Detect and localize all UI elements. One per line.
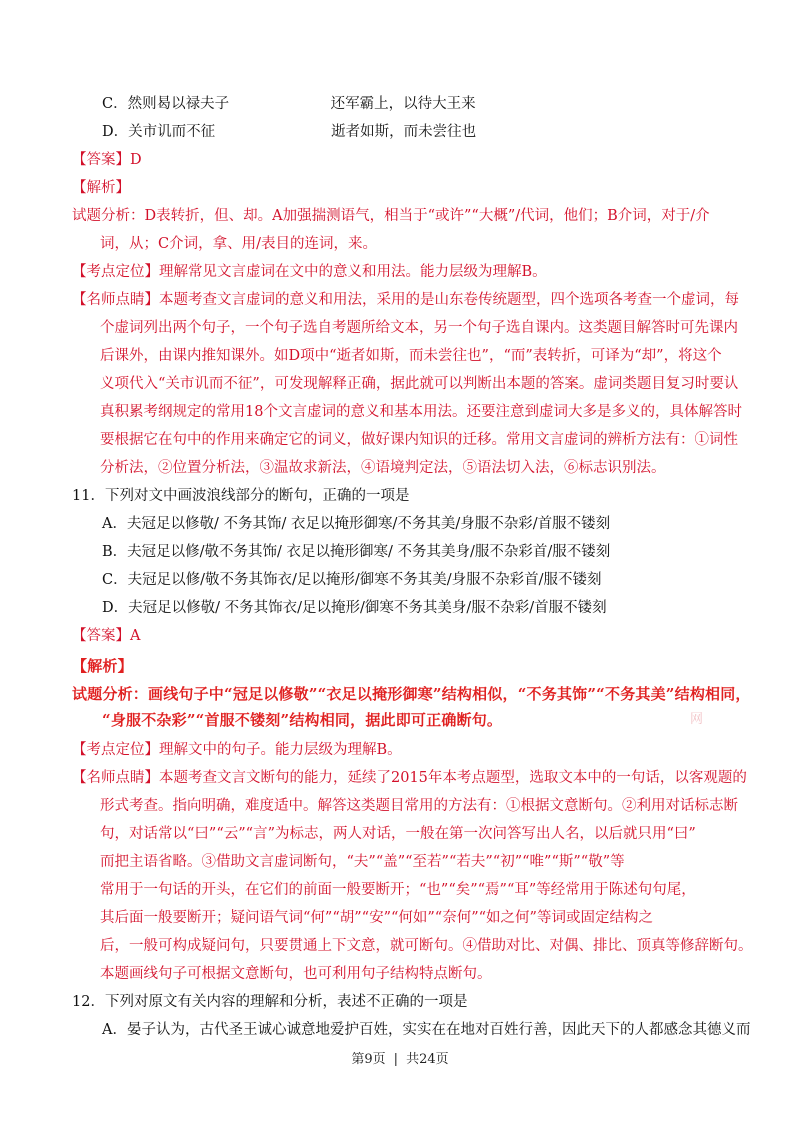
text-line: 常用于一句话的开头，在它们的前面一般要断开；“也”“矣”“焉”“耳”等经常用于陈述句句尾， — [100, 882, 696, 898]
page-total: 共24页 — [406, 1052, 449, 1067]
text-line: B．夫冠足以修/敬不务其饰/ 衣足以掩形御寒/ 不务其美身/服不杂彩首/服不镂刻 — [102, 544, 611, 560]
text-line: 试题分析：D表转折，但、却。A加强揣测语气，相当于“或许”“大概”/代词，他们；B介词，对于/介 — [72, 208, 710, 224]
text-line: 分析法，②位置分析法，③温故求新法，④语境判定法，⑤语法切入法，⑥标志识别法。 — [100, 460, 666, 476]
text-line: 【答案】D — [72, 152, 142, 168]
text-line: 12．下列对原文有关内容的理解和分析，表述不正确的一项是 — [72, 994, 468, 1010]
page-number: 第9页 — [351, 1052, 386, 1067]
text-line: 形式考查。指向明确，难度适中。解答这类题目常用的方法有：①根据文意断句。②利用对话标志断 — [100, 798, 738, 814]
text-line: 11．下列对文中画波浪线部分的断句，正确的一项是 — [72, 488, 410, 504]
text-line: 本题画线句子可根据文意断句，也可利用句子结构特点断句。 — [100, 966, 492, 982]
text-line: 【考点定位】理解文中的句子。能力层级为理解B。 — [72, 742, 402, 758]
text-line: 【解析】 — [72, 180, 130, 196]
text-line: “身服不杂彩”“首服不镂刻”结构相同，据此即可正确断句。 — [102, 711, 503, 729]
text-line: 【名师点睛】本题考查文言文断句的能力，延续了2015年本考点题型，选取文本中的一句话，以客观题的 — [72, 770, 747, 786]
text-line: C．夫冠足以修/敬不务其饰衣/足以掩形/御寒不务其美/身服不杂彩首/服不镂刻 — [102, 572, 602, 588]
text-line: 词，从；C介词，拿、用/表目的连词，来。 — [100, 236, 377, 252]
text-line: 【名师点睛】本题考查文言虚词的意义和用法，采用的是山东卷传统题型，四个选项各考查一个虚词，每 — [72, 292, 739, 308]
text-line: 个虚词列出两个句子，一个句子选自考题所给文本，另一个句子选自课内。这类题目解答时可先课内 — [100, 320, 738, 336]
text-line: 试题分析：画线句子中“冠足以修敬”“衣足以掩形御寒”结构相似，“不务其饰”“不务其美”结构相同， — [72, 685, 751, 703]
text-line: D．夫冠足以修敬/ 不务其饰衣/足以掩形/御寒不务其美身/服不杂彩/首服不镂刻 — [102, 600, 607, 616]
footer-separator: | — [393, 1052, 399, 1067]
text-line: 义项代入“关市讥而不征”，可发现解释正确，据此就可以判断出本题的答案。虚词类题目复习时要认 — [100, 376, 739, 392]
text-line: A．晏子认为，古代圣王诚心诚意地爱护百姓，实实在在地对百姓行善，因此天下的人都感念其德义而 — [102, 1022, 751, 1038]
text-line: 其后面一般要断开；疑问语气词“何”“胡”“安”“何如”“奈何”“如之何”等词或固定结构之 — [100, 910, 653, 926]
text-line: 要根据它在句中的作用来确定它的词义，做好课内知识的迁移。常用文言虚词的辨析方法有：①词性 — [100, 432, 738, 448]
text-line: 而把主语省略。③借助文言虚词断句，“夫”“盖”“至若”“若夫”“初”“唯”“斯”“敬”等 — [100, 854, 625, 870]
text-line: C．然则曷以禄夫子 还军霸上，以待大王来 — [102, 96, 476, 112]
text-line: 后课外，由课内推知课外。如D项中“逝者如斯，而未尝往也”，“而”表转折，可译为“却”，将这个 — [100, 348, 722, 364]
text-line: A．夫冠足以修敬/ 不务其饰/ 衣足以掩形御寒/不务其美/身服不杂彩/首服不镂刻 — [102, 516, 611, 532]
text-line: 【考点定位】理解常见文言虚词在文中的意义和用法。能力层级为理解B。 — [72, 264, 547, 280]
watermark: 网 — [690, 712, 704, 727]
text-line: 句，对话常以“曰”“云”“言”为标志，两人对话，一般在第一次问答写出人名，以后就只用“曰” — [100, 826, 696, 842]
page-footer — [0, 1048, 800, 1067]
text-line: 【解析】 — [72, 657, 133, 675]
text-line: D．关市讥而不征 逝者如斯，而未尝往也 — [102, 124, 477, 140]
text-line: 真积累考纲规定的常用18个文言虚词的意义和基本用法。还要注意到虚词大多是多义的，具体解答时 — [100, 404, 742, 420]
text-line: 【答案】A — [72, 628, 141, 644]
text-line: 后，一般可构成疑问句，只要贯通上下文意，就可断句。④借助对比、对偶、排比、顶真等修辞断句。 — [100, 938, 753, 954]
